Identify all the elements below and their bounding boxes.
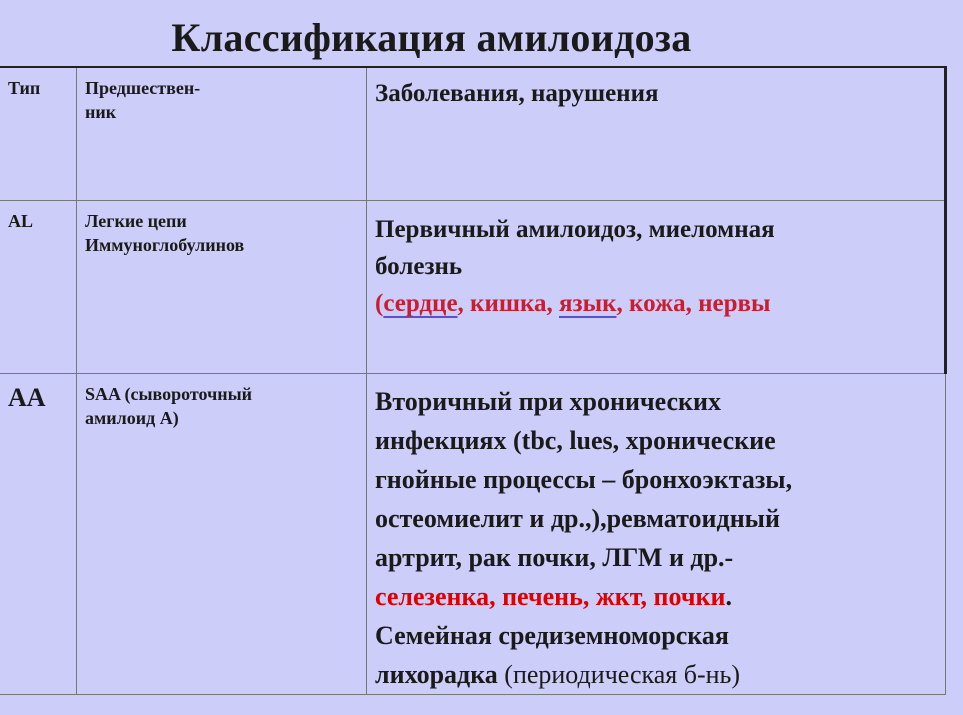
aa-precursor-cell [77,374,367,695]
table-header-row [0,67,946,201]
aa-fever-note: (периодическая б-нь) [497,660,741,689]
al-precursor-cell [77,201,367,374]
header-precursor-line2: ник [85,102,117,122]
header-precursor-cell [77,67,367,201]
al-precursor-line1: Легкие цепи [85,211,187,231]
aa-organs-end: . [725,582,732,611]
aa-precursor-line2: амилоид А) [85,408,179,428]
header-precursor-line1: Предшествен- [85,78,201,98]
aa-disease-line1: Вторичный при хронических [375,387,721,416]
al-diseases-cell [367,201,946,374]
aa-diseases-cell [367,374,946,695]
aa-fever-line2 [375,655,937,694]
al-type-cell [0,201,77,374]
header-type: Тип [8,78,41,98]
classification-table [0,66,947,695]
al-organs [375,285,936,322]
aa-fever-name: лихорадка [375,660,498,689]
aa-type-cell [0,374,77,695]
aa-disease-line2: инфекциях (tbc, lues, хронические [375,426,776,455]
aa-organs-line [375,577,937,616]
al-organ-tongue: язык [559,290,617,317]
al-type: AL [8,211,34,231]
al-organ-heart: сердце [383,290,458,317]
al-disease-line1: Первичный амилоидоз, миеломная [375,216,775,243]
aa-disease-line5: артрит, рак почки, ЛГМ и др.- [375,543,734,572]
aa-organs: селезенка, печень, жкт, почки [375,582,726,611]
aa-disease-line3: гнойные процессы – бронхоэктазы, [375,465,793,494]
aa-disease-line4: остеомиелит и др.,),ревматоидный [375,504,780,533]
page-title: Классификация амилоидоза [171,15,692,60]
header-diseases: Заболевания, нарушения [375,80,659,107]
al-precursor-line2: Иммуноглобулинов [85,235,245,255]
table-row-aa [0,374,946,695]
aa-precursor-line1: SAA (сывороточный [85,384,253,404]
aa-fever-line1: Семейная средиземноморская [375,621,729,650]
al-organs-sep: , кишка, [457,290,559,317]
table-row-al [0,201,946,374]
al-organs-open: ( [375,290,384,317]
aa-type: AA [8,383,46,412]
al-disease-line2: болезнь [375,253,463,280]
header-diseases-cell [367,67,946,201]
al-organs-rest: , кожа, нервы [616,290,771,317]
header-type-cell [0,67,77,201]
